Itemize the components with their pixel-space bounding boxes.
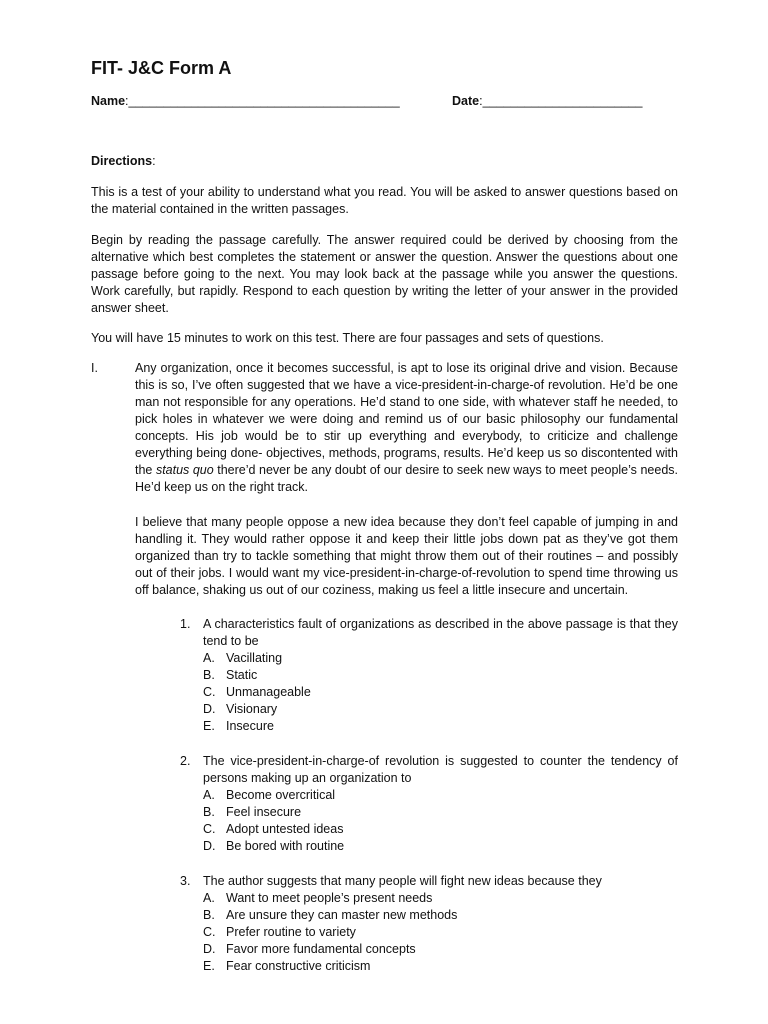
option-text: Are unsure they can master new methods bbox=[226, 908, 458, 922]
question-3-stem bbox=[180, 873, 678, 890]
directions-heading bbox=[91, 153, 678, 170]
option-letter: A. bbox=[203, 788, 215, 802]
question-1-stem bbox=[180, 616, 678, 650]
name-field bbox=[91, 92, 400, 110]
passage-numeral: I. bbox=[91, 361, 98, 375]
option-b bbox=[180, 907, 678, 924]
option-text: Become overcritical bbox=[226, 788, 336, 802]
option-c bbox=[180, 924, 678, 941]
passage-text-after: there’d never be any doubt of our desire to seek new ways to meet people’s needs. He’d keep us on the right track. bbox=[135, 463, 678, 494]
option-b bbox=[180, 667, 678, 684]
directions-colon: : bbox=[152, 154, 156, 168]
option-letter: C. bbox=[203, 822, 216, 836]
question-1 bbox=[180, 616, 678, 735]
option-text: Be bored with routine bbox=[226, 839, 345, 853]
option-text: Want to meet people’s present needs bbox=[226, 891, 433, 905]
name-blank-line: :_______________________________________ bbox=[125, 94, 400, 108]
option-b bbox=[180, 804, 678, 821]
option-text: Favor more fundamental concepts bbox=[226, 942, 416, 956]
option-letter: B. bbox=[203, 668, 215, 682]
option-letter: D. bbox=[203, 942, 216, 956]
option-letter: D. bbox=[203, 839, 216, 853]
option-a bbox=[180, 890, 678, 907]
option-e bbox=[180, 718, 678, 735]
option-letter: E. bbox=[203, 719, 215, 733]
directions-paragraph-1: This is a test of your ability to understand what you read. You will be asked to answer questions based on the material contained in the written passages. bbox=[91, 185, 678, 216]
option-letter: E. bbox=[203, 959, 215, 973]
option-e bbox=[180, 958, 678, 975]
question-3 bbox=[180, 873, 678, 975]
option-d bbox=[180, 941, 678, 958]
option-letter: B. bbox=[203, 908, 215, 922]
option-text: Vacillating bbox=[226, 651, 283, 665]
option-d bbox=[180, 701, 678, 718]
option-a bbox=[180, 787, 678, 804]
document-title: FIT- J&C Form A bbox=[91, 58, 232, 78]
question-text: The author suggests that many people will fight new ideas because they bbox=[203, 874, 602, 888]
question-number: 3. bbox=[180, 874, 191, 888]
option-text: Adopt untested ideas bbox=[226, 822, 344, 836]
option-letter: D. bbox=[203, 702, 216, 716]
question-number: 2. bbox=[180, 754, 191, 768]
option-c bbox=[180, 821, 678, 838]
directions-paragraph-2: Begin by reading the passage carefully. The answer required could be derived by choosing from the alternative which best completes the statement or answer the question. Answer the questions about one passage before going to the next. You may look back at the passage while you answer the questions. Work carefully, but rapidly. Respond to each question by writing the letter of your answer in the provided answer sheet. bbox=[91, 233, 678, 315]
passage-paragraph-2: I believe that many people oppose a new idea because they don’t feel capable of jumping in and handling it. They would rather oppose it and keep their little jobs down pat as they’ve got them organized than try to tackle something that might throw them out of their routines – and possibly out of their jobs. I would want my vice-president-in-charge-of-revolution to spend time throwing us off balance, shaking us out of our coziness, making us feel a little insecure and uncertain. bbox=[135, 515, 678, 597]
question-2-stem bbox=[180, 753, 678, 787]
option-d bbox=[180, 838, 678, 855]
directions-paragraph-3: You will have 15 minutes to work on this test. There are four passages and sets of questions. bbox=[91, 331, 604, 345]
option-letter: B. bbox=[203, 805, 215, 819]
passage-paragraph-1 bbox=[135, 360, 678, 496]
question-text: A characteristics fault of organizations as described in the above passage is that they tend to be bbox=[203, 617, 678, 648]
passage-italic-phrase: status quo bbox=[155, 463, 214, 477]
option-letter: C. bbox=[203, 685, 216, 699]
option-a bbox=[180, 650, 678, 667]
passage-text-before: Any organization, once it becomes successful, is apt to lose its original drive and vision. Because this is so, I’ve often suggested that we have a vice-president-in-charge-of revolution. He’d be one man not responsible for any operations. He’d stand to one side, with whatever staff he needed, to pick holes in whatever we were doing and remind us of our basic philosophy our fundamental concepts. His job would be to stir up everything and everybody, to criticize and challenge everything being done- objectives, methods, programs, results. He’d keep us so discontented with the bbox=[135, 361, 678, 477]
option-text: Fear constructive criticism bbox=[226, 959, 371, 973]
option-text: Prefer routine to variety bbox=[226, 925, 356, 939]
option-letter: A. bbox=[203, 651, 215, 665]
option-text: Unmanageable bbox=[226, 685, 311, 699]
option-letter: A. bbox=[203, 891, 215, 905]
date-field bbox=[452, 92, 642, 110]
date-blank-line: :_______________________ bbox=[479, 94, 643, 108]
option-text: Insecure bbox=[226, 719, 274, 733]
option-letter: C. bbox=[203, 925, 216, 939]
question-number: 1. bbox=[180, 617, 191, 631]
question-2 bbox=[180, 753, 678, 855]
date-label: Date bbox=[452, 94, 480, 108]
option-c bbox=[180, 684, 678, 701]
option-text: Static bbox=[226, 668, 258, 682]
name-label: Name bbox=[91, 94, 126, 108]
option-text: Visionary bbox=[226, 702, 278, 716]
option-text: Feel insecure bbox=[226, 805, 302, 819]
directions-heading-text: Directions bbox=[91, 154, 153, 168]
question-text: The vice-president-in-charge-of revolution is suggested to counter the tendency of persons making up an organization to bbox=[203, 754, 678, 785]
